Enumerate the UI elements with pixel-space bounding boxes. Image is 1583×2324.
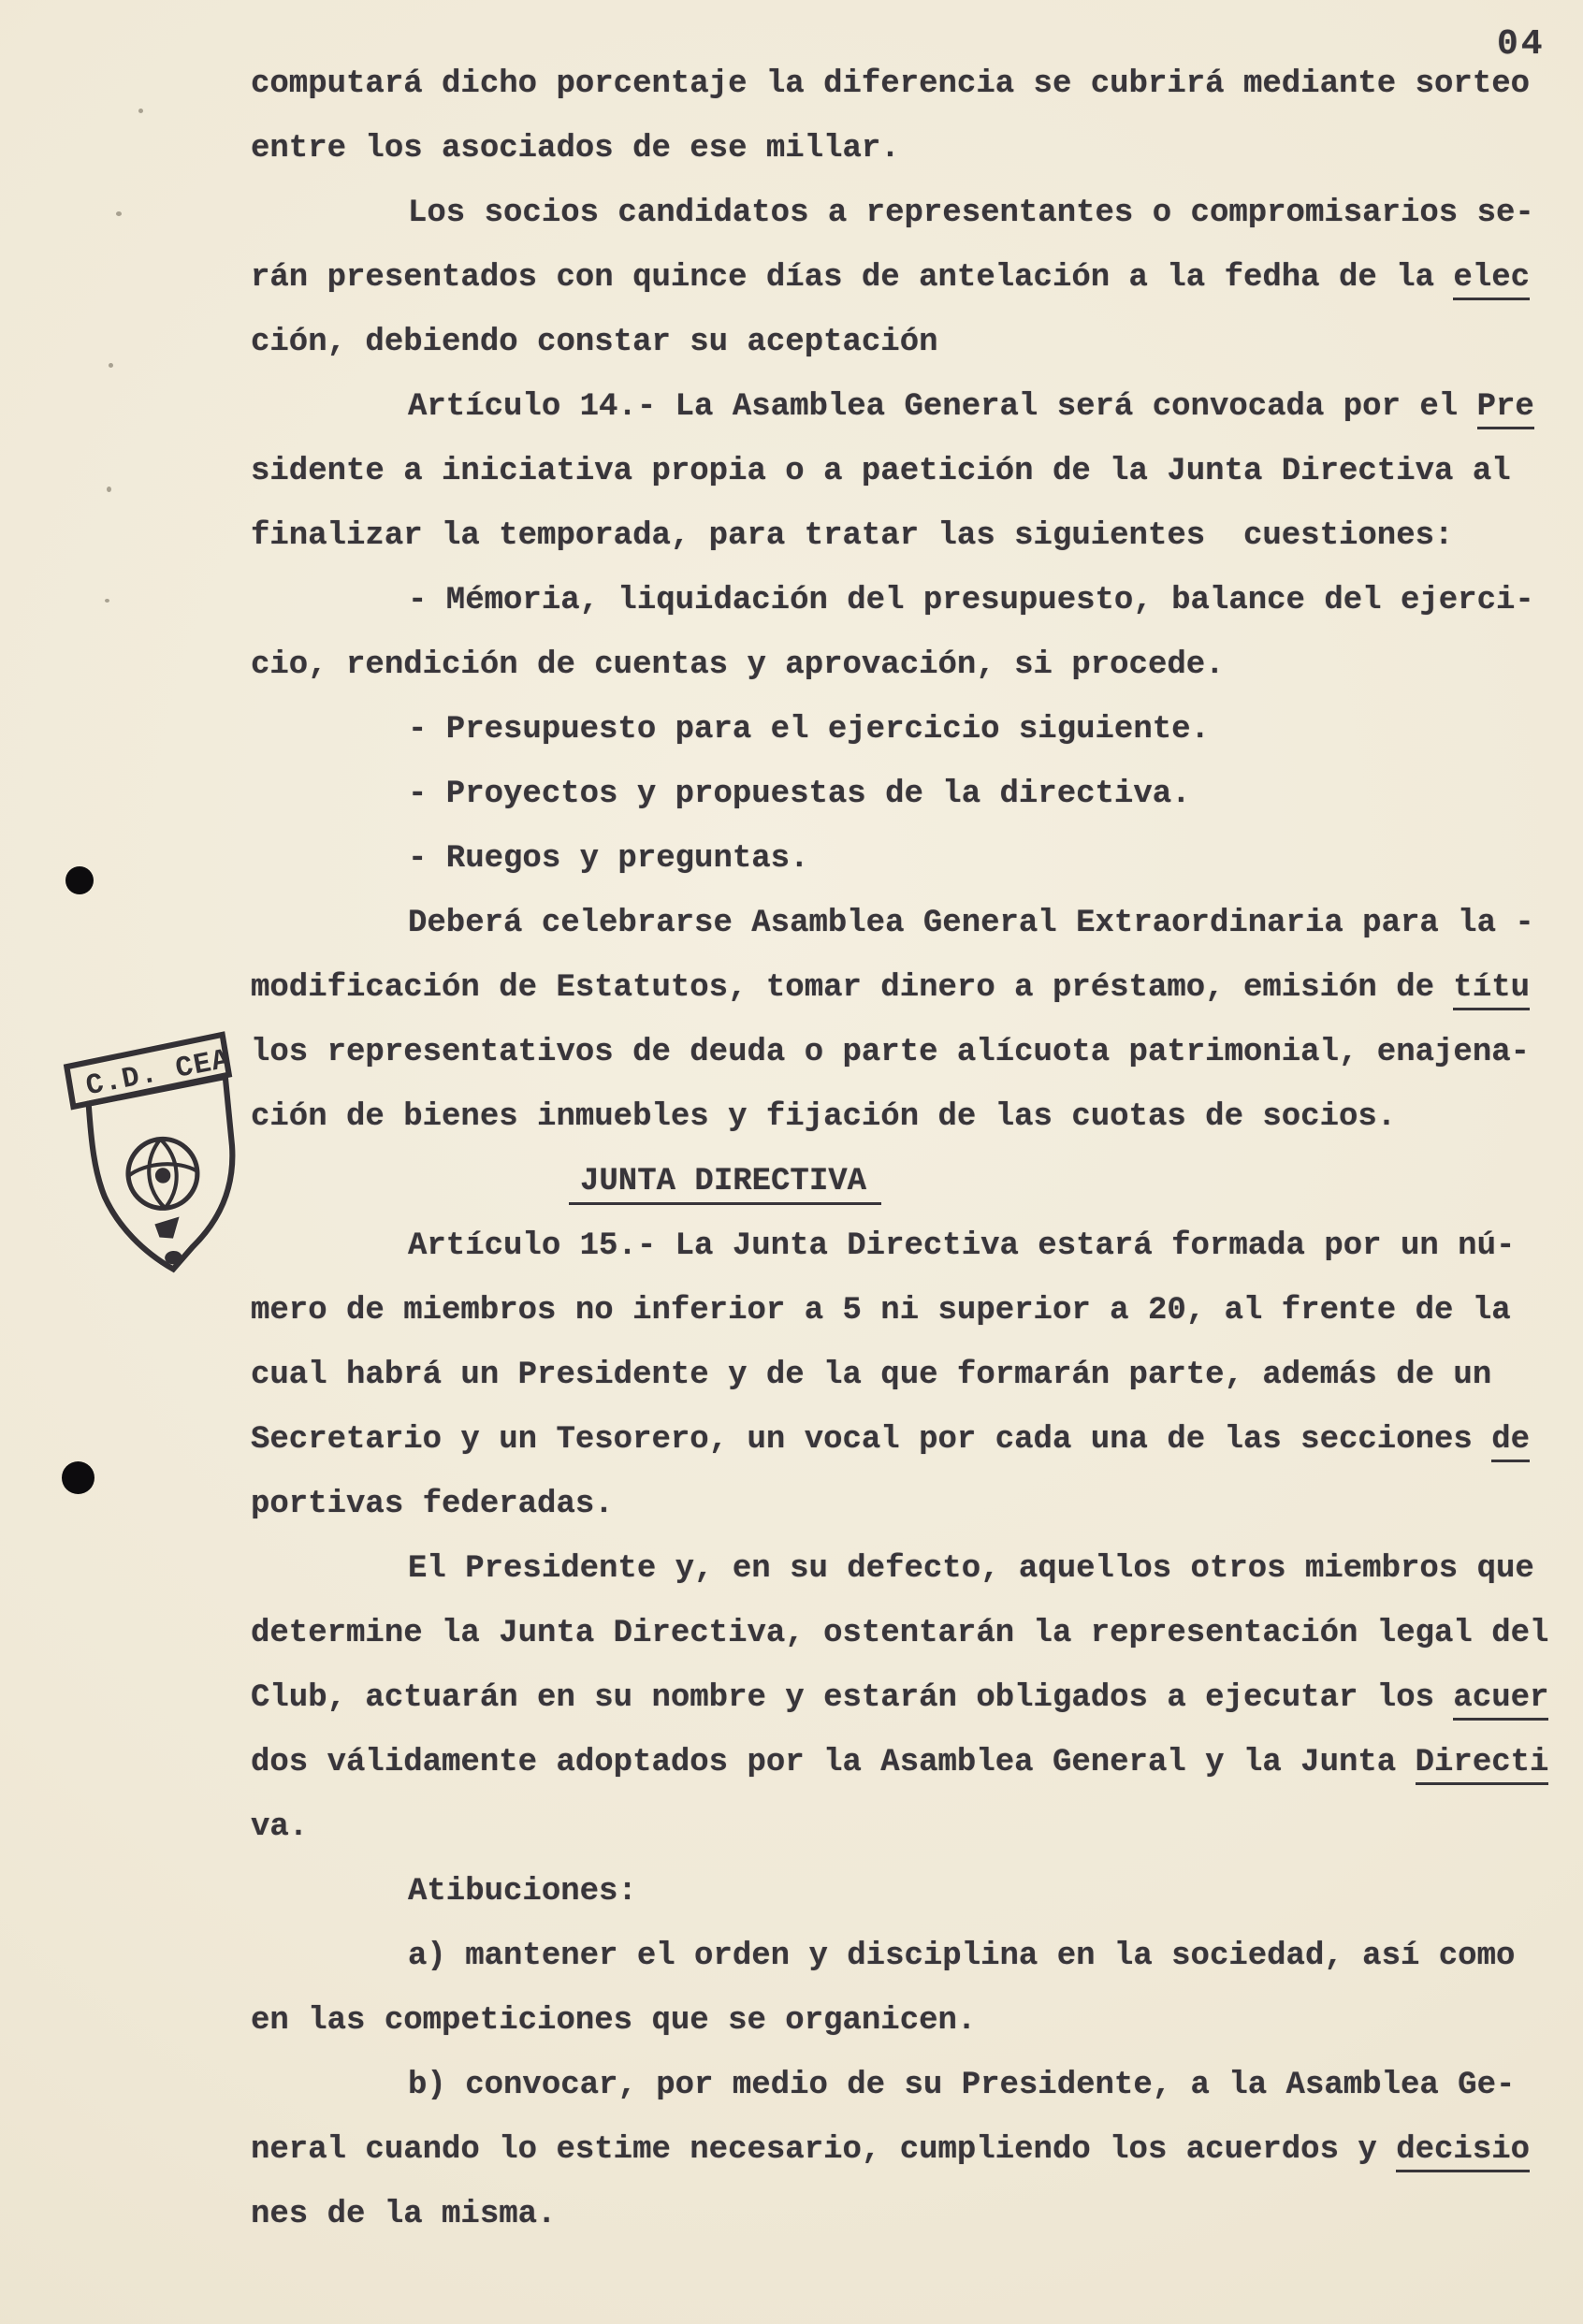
text-line: en las competiciones que se organicen. (251, 2003, 977, 2039)
text-line: computará dicho porcentaje la diferencia se cubrirá mediante sorteo (251, 66, 1531, 102)
text-line: a) mantener el orden y disciplina en la sociedad, así como (408, 1939, 1516, 1974)
page-number: 04 (1497, 24, 1546, 65)
text-line: El Presidente y, en su defecto, aquellos otros miembros que (408, 1551, 1534, 1587)
text-line: Secretario y un Tesorero, un vocal por cada una de las secciones de (251, 1408, 1570, 1473)
hyphen-continuation: de (1491, 1422, 1530, 1462)
hyphen-continuation: títu (1453, 970, 1530, 1010)
section-heading: JUNTA DIRECTIVA (251, 1150, 1570, 1214)
text-line: entre los asociados de ese millar. (251, 131, 900, 167)
text-line: determine la Junta Directiva, ostentarán la representación legal del (251, 1616, 1549, 1651)
text-line: cual habrá un Presidente y de la que formarán parte, además de un (251, 1358, 1492, 1393)
crest-banner-label: C.D. CEA (83, 1043, 233, 1104)
hyphen-continuation: elec (1453, 260, 1530, 300)
text-line: Deberá celebrarse Asamblea General Extraordinaria para la - (408, 906, 1534, 941)
paper-speck (138, 109, 143, 113)
paper-speck (109, 363, 113, 368)
text-line: dos válidamente adoptados por la Asamblea General y la Junta Directi (251, 1731, 1570, 1795)
ink-smudge (154, 1216, 181, 1239)
paper-speck (105, 599, 109, 603)
paper-speck (116, 211, 122, 216)
text-line: b) convocar, por medio de su Presidente, a la Asamblea Ge- (408, 2068, 1516, 2103)
document-text (251, 52, 1570, 2247)
text-line: finalizar la temporada, para tratar las siguientes cuestiones: (251, 518, 1454, 554)
text-line: - Proyectos y propuestas de la directiva. (408, 777, 1191, 812)
text-line: los representativos de deuda o parte alícuota patrimonial, enajena- (251, 1035, 1531, 1070)
text-line: Atibuciones: (408, 1874, 637, 1910)
hyphen-continuation: Pre (1477, 389, 1534, 429)
paper-speck (107, 487, 111, 492)
text-line: - Ruegos y preguntas. (408, 841, 809, 877)
text-line: - Presupuesto para el ejercicio siguiente. (408, 712, 1210, 748)
text-line: va. (251, 1809, 309, 1845)
football-patch (154, 1168, 171, 1184)
text-line: nes de la misma. (251, 2197, 557, 2232)
punch-hole (62, 1461, 94, 1494)
text-line: Artículo 14.- La Asamblea General será convocada por el Pre (251, 375, 1570, 440)
hyphen-continuation: decisio (1396, 2132, 1530, 2172)
text-line: Club, actuarán en su nombre y estarán obligados a ejecutar los acuer (251, 1666, 1570, 1731)
hyphen-continuation: acuer (1453, 1680, 1548, 1721)
text-line: modificación de Estatutos, tomar dinero a préstamo, emisión de títu (251, 956, 1570, 1021)
text-line: ción de bienes inmuebles y fijación de las cuotas de socios. (251, 1099, 1397, 1135)
hyphen-continuation: Directi (1416, 1745, 1549, 1785)
text-line: rán presentados con quince días de antelación a la fedha de la elec (251, 246, 1570, 311)
text-line: portivas federadas. (251, 1487, 614, 1522)
text-line: - Mémoria, liquidación del presupuesto, balance del ejerci- (408, 583, 1534, 618)
punch-hole (65, 866, 94, 894)
text-line: sidente a iniciativa propia o a paetición de la Junta Directiva al (251, 454, 1511, 489)
text-line: Los socios candidatos a representantes o compromisarios se- (408, 196, 1534, 231)
text-line: cio, rendición de cuentas y aprovación, si procede. (251, 647, 1225, 683)
text-line: neral cuando lo estime necesario, cumpliendo los acuerdos y decisio (251, 2118, 1570, 2183)
text-line: ción, debiendo constar su aceptación (251, 325, 938, 360)
shield-crest-icon (61, 1024, 260, 1286)
text-line: Artículo 15.- La Junta Directiva estará formada por un nú- (408, 1228, 1516, 1264)
text-line: mero de miembros no inferior a 5 ni superior a 20, al frente de la (251, 1293, 1511, 1329)
club-crest-stamp (61, 1024, 260, 1286)
